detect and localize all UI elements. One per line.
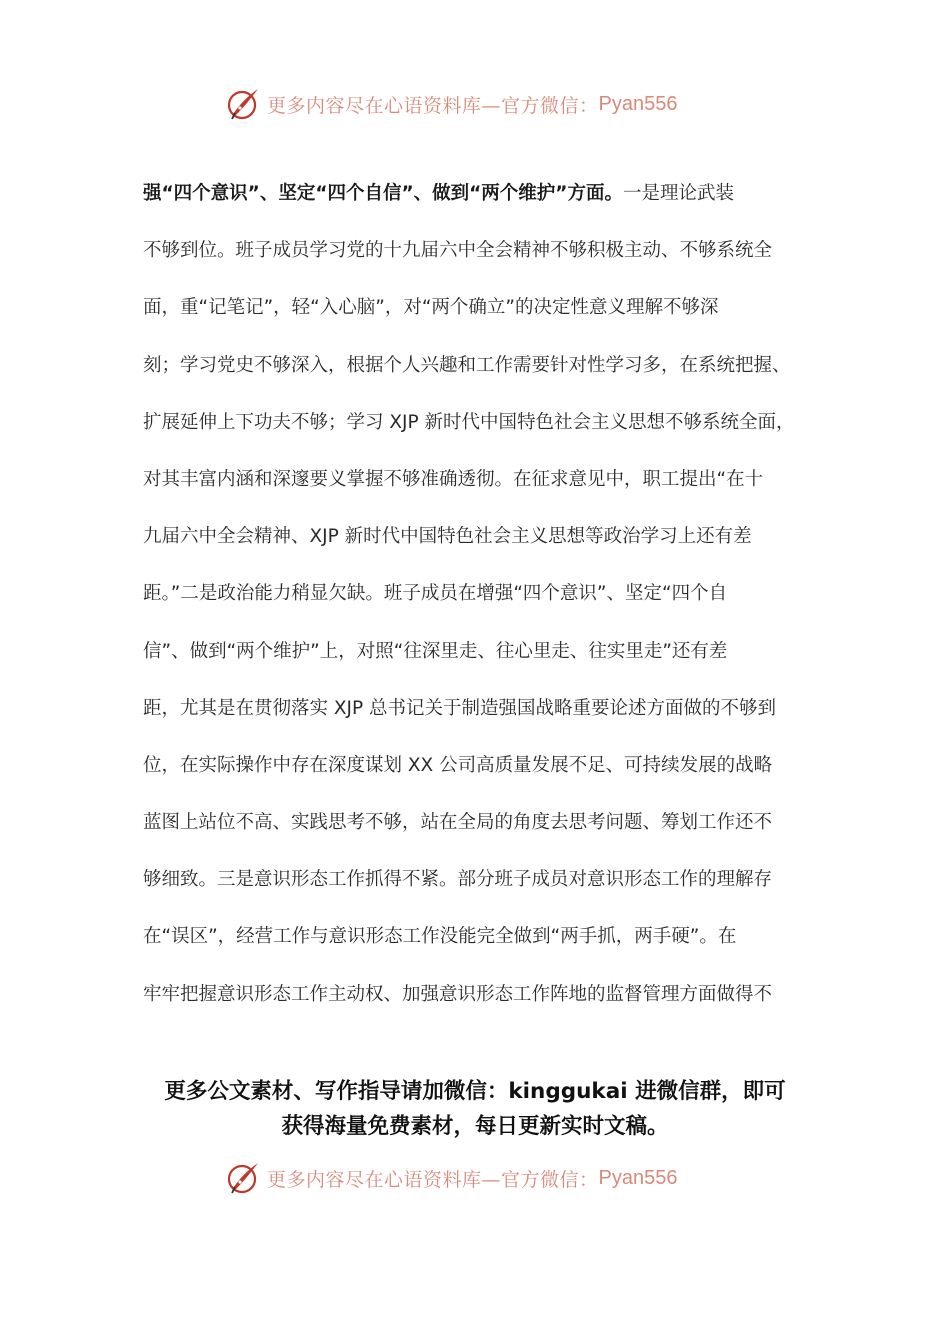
body-line: 够细致。三是意识形态工作抓得不紧。部分班子成员对意识形态工作的理解存	[143, 869, 773, 891]
footer-banner	[225, 1158, 745, 1198]
banner-site-text: 更多内容尽在心语资料库—官方微信：	[267, 1168, 599, 1191]
body-line: 信”、做到“两个维护”上，对照“往深里走、往心里走、往实里走”还有差	[143, 640, 728, 662]
body-text: 一是理论武装	[622, 183, 734, 204]
quill-logo-icon	[225, 86, 261, 122]
quill-logo-icon	[225, 1160, 261, 1196]
body-line: 距。”二是政治能力稍显欠缺。班子成员在增强“四个意识”、坚定“四个自	[143, 583, 728, 605]
body-line: 刻；学习党史不够深入，根据个人兴趣和工作需要针对性学习多，在系统把握、	[143, 354, 791, 376]
banner-wechat-id: Pyan556	[598, 1166, 678, 1189]
body-line: 距，尤其是在贯彻落实 XJP 总书记关于制造强国战略重要论述方面做的不够到	[143, 697, 777, 719]
body-line	[143, 175, 813, 232]
bold-heading-text: 强“四个意识”、坚定“四个自信”、做到“两个维护”方面。	[143, 183, 623, 204]
body-line: 不够到位。班子成员学习党的十九届六中全会精神不够积极主动、不够系统全	[143, 240, 773, 262]
banner-site-text: 更多内容尽在心语资料库—官方微信：	[267, 94, 599, 117]
body-line: 九届六中全会精神、XJP 新时代中国特色社会主义思想等政治学习上还有差	[143, 526, 752, 548]
banner-wechat-id: Pyan556	[598, 92, 678, 115]
body-line: 蓝图上站位不高、实践思考不够，站在全局的角度去思考问题、筹划工作还不	[143, 812, 773, 834]
document-body	[143, 175, 813, 1033]
body-line: 位，在实际操作中存在深度谋划 XX 公司高质量发展不足、可持续发展的战略	[143, 754, 773, 776]
body-line: 扩展延伸上下功夫不够；学习 XJP 新时代中国特色社会主义思想不够系统全面，	[143, 411, 795, 433]
body-line: 牢牢把握意识形态工作主动权、加强意识形态工作阵地的监督管理方面做得不	[143, 983, 773, 1005]
footer-note-line-2: 获得海量免费素材，每日更新实时文稿。	[281, 1114, 669, 1139]
header-banner	[225, 84, 745, 124]
body-line: 面，重“记笔记”，轻“入心脑”，对“两个确立”的决定性意义理解不够深	[143, 297, 719, 319]
footer-note-line-1: 更多公文素材、写作指导请加微信：kinggukai 进微信群，即可	[164, 1079, 786, 1104]
footer-promo-note	[100, 1074, 850, 1144]
body-line: 在“误区”，经营工作与意识形态工作没能完全做到“两手抓，两手硬”。在	[143, 926, 737, 948]
body-line: 对其丰富内涵和深邃要义掌握不够准确透彻。在征求意见中，职工提出“在十	[143, 468, 764, 490]
